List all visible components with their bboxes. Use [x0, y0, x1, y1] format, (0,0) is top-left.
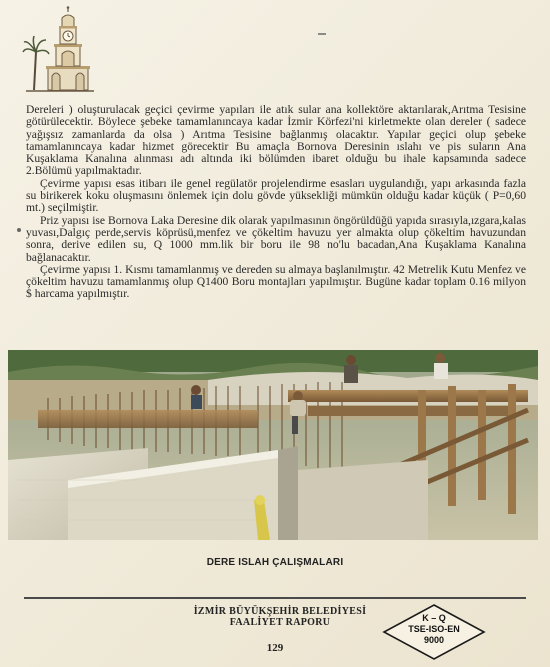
report-body-text [26, 104, 526, 301]
org-name: İZMİR BÜYÜKŞEHİR BELEDİYESİ [193, 606, 367, 617]
footer-organization [150, 606, 410, 628]
bullet-dot [17, 228, 21, 232]
print-speck [318, 33, 326, 35]
paragraph-2: Çevirme yapısı esas itibarı ile genel regülatör projelendirme esasları uygulandığı, yapı arkasında fazla su birikerek koku oluşmasını önlemek için dolu gövde yüksekliği mümkün olduğu kadar küçük ( P=0,60 mt.) seçilmiştir. [26, 176, 526, 215]
report-name: FAALİYET RAPORU [229, 617, 331, 628]
photo-caption: DERE ISLAH ÇALIŞMALARI [206, 557, 344, 568]
paragraph-4: Çevirme yapısı 1. Kısmı tamamlanmış ve dereden su almaya başlanılmıştır. 42 Metrelik Kutu Menfez ve çökeltim havuzu tamamlanmış olup Q1400 Boru montajları yapılmıştır. Bugüne kadar toplam 0.16 milyon $ harcama yapılmıştır. [26, 262, 526, 301]
footer-divider [24, 597, 526, 599]
badge-line-2: TSE-ISO-EN [408, 624, 460, 634]
badge-line-3: 9000 [423, 635, 445, 645]
quality-badge-text [382, 613, 486, 646]
paragraph-1: Dereleri ) oluşturulacak geçici çevirme yapıları ile atık sular ana kollektöre aktarılarak,Arıtma Tesisine götürülecektir. Böylece şebeke tamamlanıncaya kadar İzmir Körfezi'ni kirletmekte olan dereler ( sadece yağışsız zamanlarda da olsa ) Arıtma Tesisine bağlanmış olacaktır. Yapılar geçici olup şebeke tamamlanıncaya kadar hizmet görecektir Bu amaçla Bornova Deresinin ıslahı ve pis suların Ana Kuşaklama Kanalına alınması adı altında iki bölümden ibaret olduğu bu ihale kapsamında sadece 2.Bölümü yapılmaktadır. [26, 103, 526, 178]
badge-line-1: K – Q [422, 613, 446, 623]
paragraph-3: Priz yapısı ise Bornova Laka Deresine dik olarak yapılmasının öngörüldüğü yapıda sırasıyla,ızgara,kalas yuvası,Dalgıç perde,servis köprüsü,menfez ve çökeltim havuzu yer almakta olup çökeltim havuzundan sonra, derive edilen su, Q 1000 mm.lik bir boru ile 98 no'lu bacadan,Ana Kuşaklama Kanalına bağlanacaktır. [26, 213, 526, 264]
clock-tower-logo [22, 6, 96, 94]
construction-site-photo [8, 350, 538, 540]
page-number: 129 [266, 642, 284, 654]
